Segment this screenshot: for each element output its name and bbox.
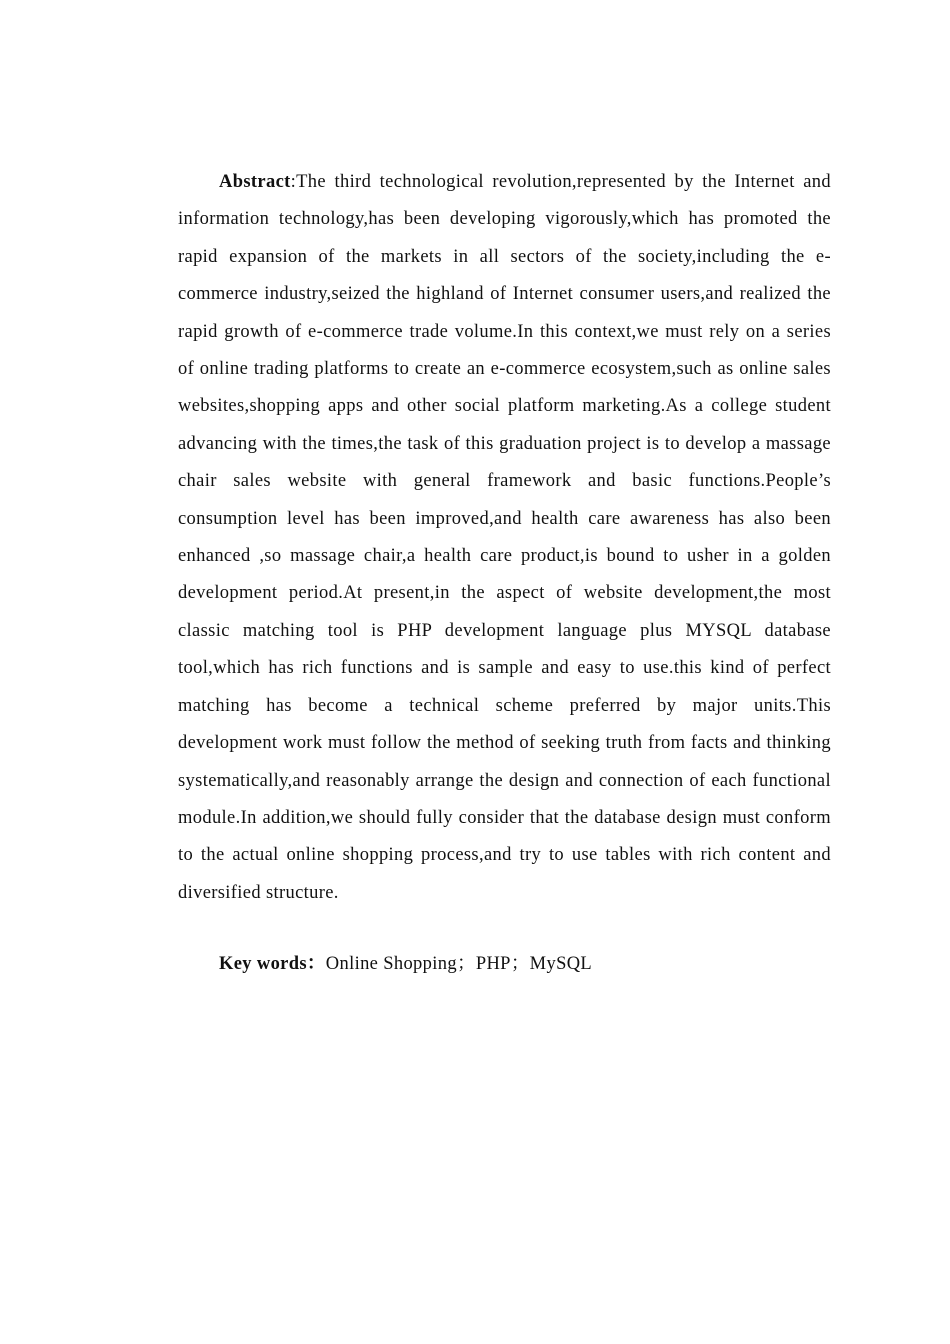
keyword-separator: ； <box>456 954 476 974</box>
keyword-separator: ； <box>510 954 530 974</box>
abstract-paragraph <box>178 164 831 912</box>
keyword-item: PHP <box>475 954 511 974</box>
abstract-separator: : <box>290 172 297 192</box>
abstract-text: The third technological revolution,represented by the Internet and information technology,has been developing vigorously,which has promoted the rapid expansion of the markets in all sectors of the society,including the e-commerce industry,seized the highland of Internet consumer users,and realized the rapid growth of e-commerce trade volume.In this context,we must rely on a series of online trading platforms to create an e-commerce ecosystem,such as online sales websites,shopping apps and other social platform marketing.As a college student advancing with the times,the task of this graduation project is to develop a massage chair sales website with general framework and basic functions.People’s consumption level has been improved,and health care awareness has also been enhanced ,so massage chair,a health care product,is bound to usher in a golden development period.At present,in the aspect of website development,the most classic matching tool is PHP development language plus MYSQL database tool,which has rich functions and is sample and easy to use.this kind of perfect matching has become a technical scheme preferred by major units.This development work must follow the method of seeking truth from facts and thinking systematically,and reasonably arrange the design and connection of each functional module.In addition,we should fully consider that the database design must conform to the actual online shopping process,and try to use tables with rich content and diversified structure. <box>178 172 831 903</box>
keyword-item: Online Shopping <box>325 954 457 974</box>
keywords-section <box>219 946 592 983</box>
abstract-section <box>178 164 831 912</box>
keyword-item: MySQL <box>529 954 593 974</box>
keywords-label: Key words： <box>219 954 326 974</box>
abstract-label: Abstract <box>219 172 291 192</box>
